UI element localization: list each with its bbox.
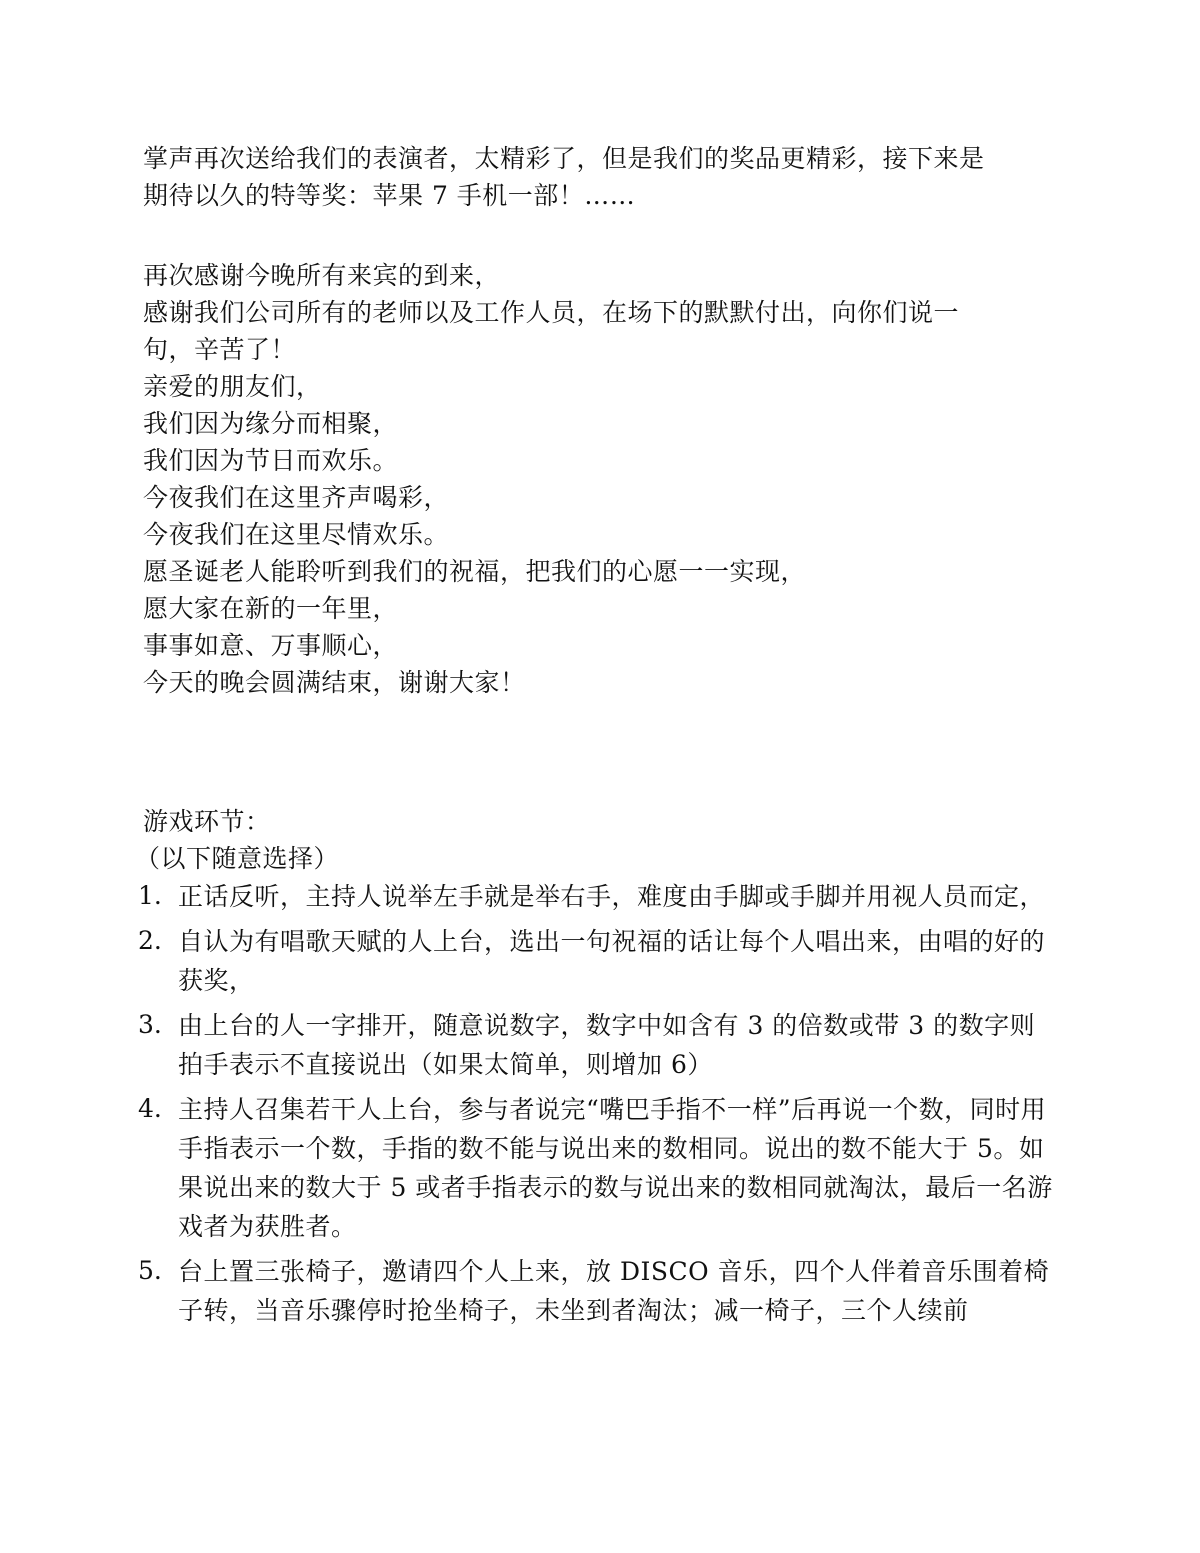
closing-line: 亲爱的朋友们， <box>143 372 322 401</box>
games-section <box>135 803 1058 1330</box>
closing-line: 愿圣诞老人能聆听到我们的祝福，把我们的心愿一一实现， <box>143 557 807 586</box>
list-number: 4. <box>138 1094 162 1123</box>
games-note: （以下随意选择） <box>135 844 340 873</box>
games-heading: 游戏环节： <box>143 807 271 836</box>
list-item <box>138 1090 1058 1246</box>
closing-line: 句，辛苦了！ <box>143 335 297 364</box>
intro-line-2: 期待以久的特等奖：苹果 7 手机一部！…… <box>143 181 636 210</box>
closing-line: 愿大家在新的一年里， <box>143 594 399 623</box>
list-item-text: 由上台的人一字排开，随意说数字，数字中如含有 3 的倍数或带 3 的数字则拍手表示不直接说出（如果太简单，则增加 6） <box>178 1011 1036 1079</box>
list-item <box>138 1006 1058 1084</box>
closing-line: 今天的晚会圆满结束，谢谢大家！ <box>143 668 526 697</box>
list-item-text: 台上置三张椅子，邀请四个人上来，放 DISCO 音乐，四个人伴着音乐围着椅子转，当音乐骤停时抢坐椅子，未坐到者淘汰；减一椅子，三个人续前 <box>178 1257 1050 1325</box>
list-number: 3. <box>138 1010 162 1039</box>
closing-line: 今夜我们在这里齐声喝彩， <box>143 483 450 512</box>
closing-speech <box>143 257 1058 701</box>
closing-line: 感谢我们公司所有的老师以及工作人员，在场下的默默付出，向你们说一 <box>143 298 960 327</box>
list-number: 2. <box>138 926 162 955</box>
closing-line: 今夜我们在这里尽情欢乐。 <box>143 520 450 549</box>
list-item <box>138 922 1058 1000</box>
intro-line-1: 掌声再次送给我们的表演者，太精彩了，但是我们的奖品更精彩，接下来是 <box>143 144 985 173</box>
list-item-text: 自认为有唱歌天赋的人上台，选出一句祝福的话让每个人唱出来，由唱的好的获奖， <box>178 927 1046 995</box>
list-item-text: 正话反听，主持人说举左手就是举右手，难度由手脚或手脚并用视人员而定， <box>178 882 1046 911</box>
list-number: 5. <box>138 1256 162 1285</box>
games-list <box>138 877 1058 1330</box>
list-item <box>138 877 1058 916</box>
closing-line: 事事如意、万事顺心， <box>143 631 399 660</box>
closing-line: 我们因为缘分而相聚， <box>143 409 399 438</box>
list-item-text: 主持人召集若干人上台，参与者说完“嘴巴手指不一样”后再说一个数，同时用手指表示一个数，手指的数不能与说出来的数相同。说出的数不能大于 5。如果说出来的数大于 5 或者手指表示的数与说出来的数相同就淘汰，最后一名游戏者为获胜者。 <box>178 1095 1053 1241</box>
closing-line: 我们因为节日而欢乐。 <box>143 446 399 475</box>
intro-paragraph <box>143 140 1058 214</box>
list-number: 1. <box>138 881 162 910</box>
document-page <box>135 140 1058 1336</box>
list-item <box>138 1252 1058 1330</box>
closing-line: 再次感谢今晚所有来宾的到来， <box>143 261 501 290</box>
